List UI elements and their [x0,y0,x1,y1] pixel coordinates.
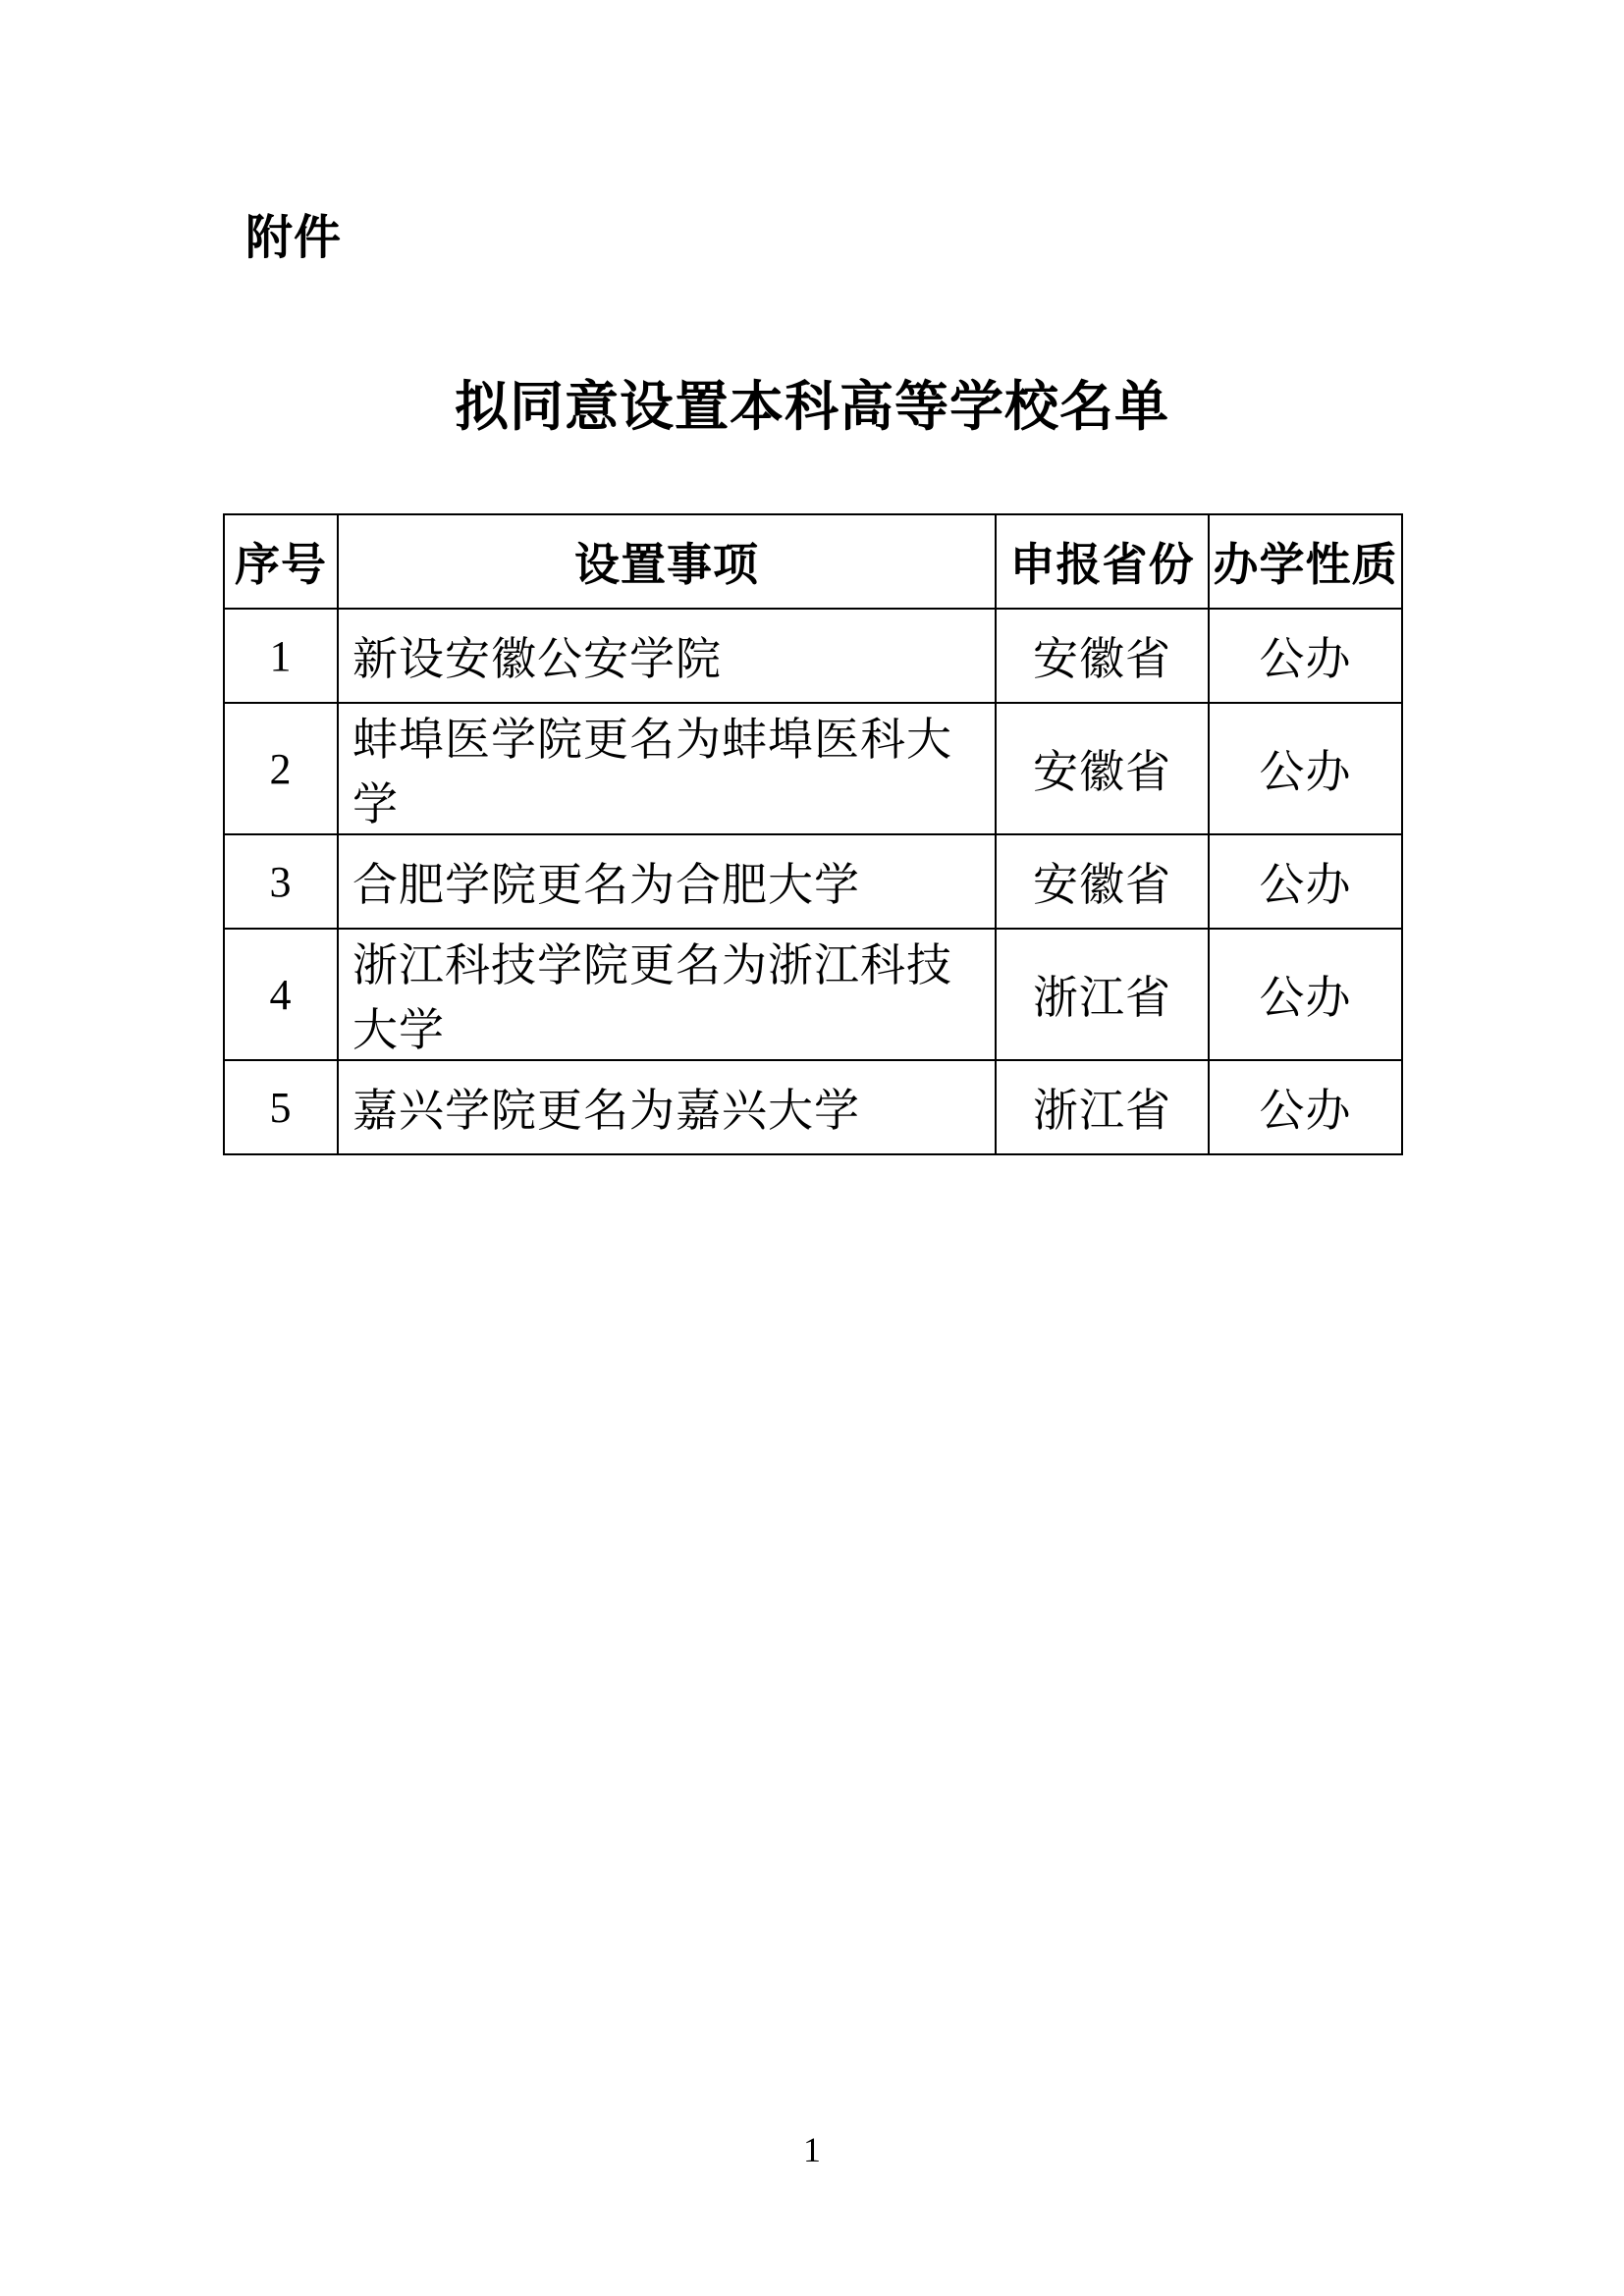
table-header-row [224,514,1402,609]
cell-item: 蚌埠医学院更名为蚌埠医科大学 [338,703,996,834]
cell-nature: 公办 [1209,834,1402,929]
col-header-nature: 办学性质 [1209,514,1402,609]
attachment-label: 附件 [245,212,343,264]
table-row [224,609,1402,703]
cell-number: 5 [224,1060,338,1154]
cell-province: 安徽省 [996,834,1209,929]
cell-item: 合肥学院更名为合肥大学 [338,834,996,929]
document-title: 拟同意设置本科高等学校名单 [454,376,1169,437]
cell-nature: 公办 [1209,1060,1402,1154]
cell-item: 浙江科技学院更名为浙江科技大学 [338,929,996,1060]
table-row [224,929,1402,1060]
table-row [224,834,1402,929]
col-header-item: 设置事项 [338,514,996,609]
cell-number: 2 [224,703,338,834]
table-row [224,1060,1402,1154]
cell-nature: 公办 [1209,703,1402,834]
cell-number: 3 [224,834,338,929]
col-header-number: 序号 [224,514,338,609]
cell-nature: 公办 [1209,929,1402,1060]
cell-nature: 公办 [1209,609,1402,703]
cell-number: 4 [224,929,338,1060]
cell-number: 1 [224,609,338,703]
approval-table [223,513,1403,1155]
cell-province: 浙江省 [996,929,1209,1060]
cell-province: 浙江省 [996,1060,1209,1154]
col-header-province: 申报省份 [996,514,1209,609]
cell-item: 新设安徽公安学院 [338,609,996,703]
cell-province: 安徽省 [996,703,1209,834]
cell-item: 嘉兴学院更名为嘉兴大学 [338,1060,996,1154]
cell-province: 安徽省 [996,609,1209,703]
table-row [224,703,1402,834]
page-number: 1 [803,2130,821,2169]
